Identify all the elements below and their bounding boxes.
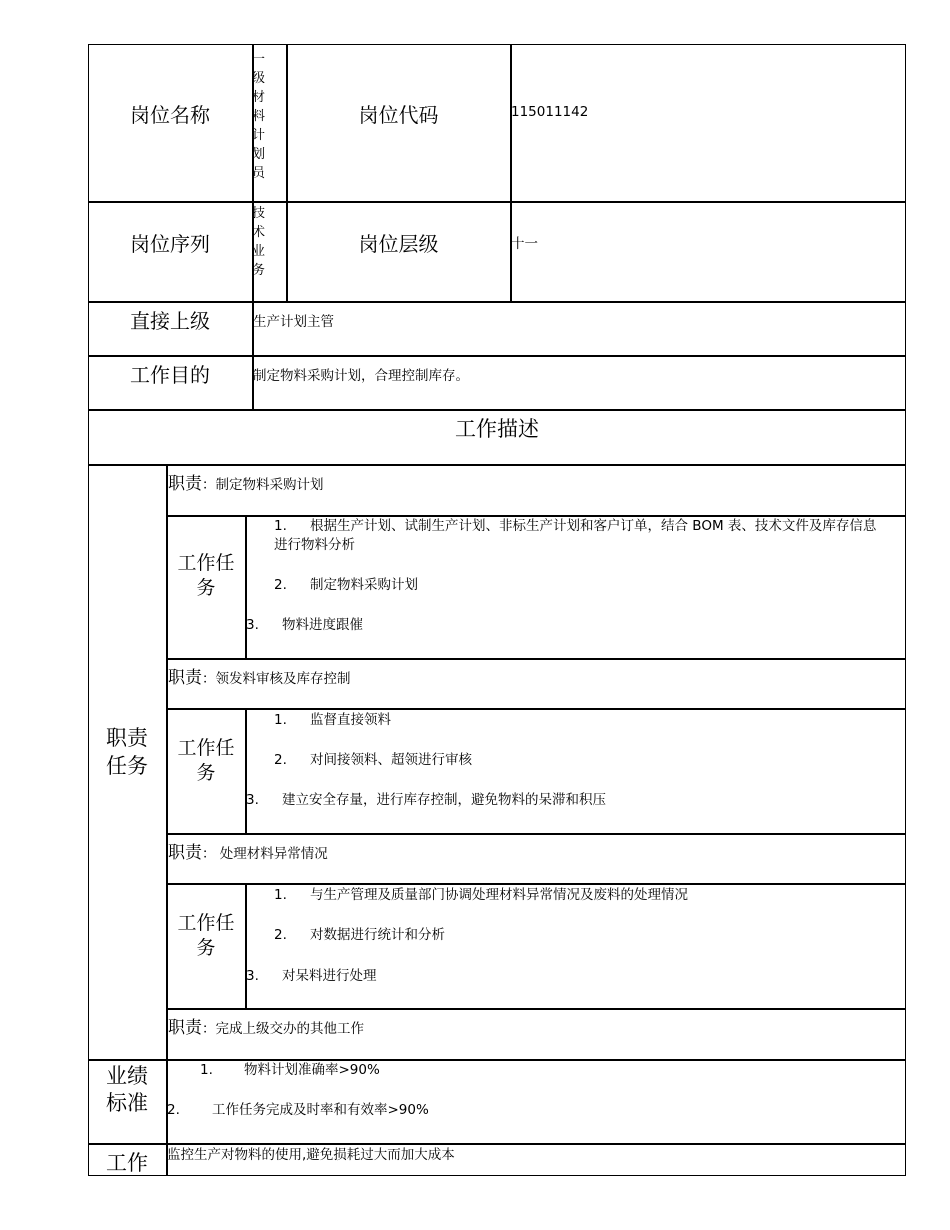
row-divider <box>88 464 906 466</box>
supervisor-value: 生产计划主管 <box>253 314 334 330</box>
row-divider <box>88 355 906 357</box>
post-level-label: 岗位层级 <box>358 232 439 256</box>
task-item: 3. 对呆料进行处理 <box>246 968 377 984</box>
task-item: 1. 根据生产计划、试制生产计划、非标生产计划和客户订单，结合 BOM 表、技术文件及库存信息 <box>274 518 877 534</box>
table-frame <box>88 44 906 1176</box>
task-item: 1. 监督直接领料 <box>274 712 391 728</box>
post-code-value: 115011142 <box>511 104 589 120</box>
purpose-value: 制定物料采购计划，合理控制库存。 <box>253 368 469 384</box>
task-item-continued: 进行物料分析 <box>274 537 355 553</box>
col-divider <box>245 515 247 659</box>
duty-title: 职责：制定物料采购计划 <box>168 474 324 494</box>
post-name-value: 一级材料计划员 <box>252 52 266 181</box>
task-label: 工作任 务 <box>177 737 235 784</box>
performance-item: 2. 工作任务完成及时率和有效率>90% <box>167 1102 429 1118</box>
supervisor-label: 直接上级 <box>130 309 210 333</box>
post-sequence-value: 技术业务 <box>252 206 266 278</box>
task-item: 2. 对数据进行统计和分析 <box>274 927 445 943</box>
row-divider <box>88 409 906 411</box>
duty-title: 职责：领发料审核及库存控制 <box>168 668 351 688</box>
post-sequence-label: 岗位序列 <box>130 232 210 256</box>
task-label: 工作任 务 <box>177 912 235 959</box>
purpose-label: 工作目的 <box>130 363 210 387</box>
task-item: 3. 建立安全存量，进行库存控制，避免物料的呆滞和积压 <box>246 792 606 808</box>
post-level-value: 十一 <box>511 236 538 252</box>
duties-label: 职责 任务 <box>106 726 148 778</box>
task-item: 1. 与生产管理及质量部门协调处理材料异常情况及废料的处理情况 <box>274 887 688 903</box>
col-divider <box>510 44 512 302</box>
task-item: 3. 物料进度跟催 <box>246 617 363 633</box>
duty-title: 职责： 处理材料异常情况 <box>168 843 328 863</box>
task-label: 工作任 务 <box>177 552 235 599</box>
row-divider <box>167 883 906 885</box>
row-divider <box>88 201 906 203</box>
row-divider <box>167 1008 906 1010</box>
work-label: 工作 <box>106 1151 148 1175</box>
col-divider <box>245 708 247 834</box>
work-text: 监控生产对物料的使用,避免损耗过大而加大成本 <box>167 1147 455 1163</box>
row-divider <box>88 301 906 303</box>
row-divider <box>88 1143 906 1145</box>
row-divider <box>167 658 906 660</box>
row-divider <box>167 833 906 835</box>
description-title: 工作描述 <box>455 417 539 441</box>
post-code-label: 岗位代码 <box>358 103 439 127</box>
task-item: 2. 制定物料采购计划 <box>274 577 418 593</box>
duty-title: 职责：完成上级交办的其他工作 <box>168 1018 364 1038</box>
col-divider <box>286 44 288 302</box>
col-divider <box>245 883 247 1009</box>
performance-item: 1. 物料计划准确率>90% <box>200 1062 380 1078</box>
performance-label: 业绩 标准 <box>106 1064 148 1115</box>
post-name-label: 岗位名称 <box>130 103 210 127</box>
task-item: 2. 对间接领料、超领进行审核 <box>274 752 472 768</box>
row-divider <box>167 708 906 710</box>
